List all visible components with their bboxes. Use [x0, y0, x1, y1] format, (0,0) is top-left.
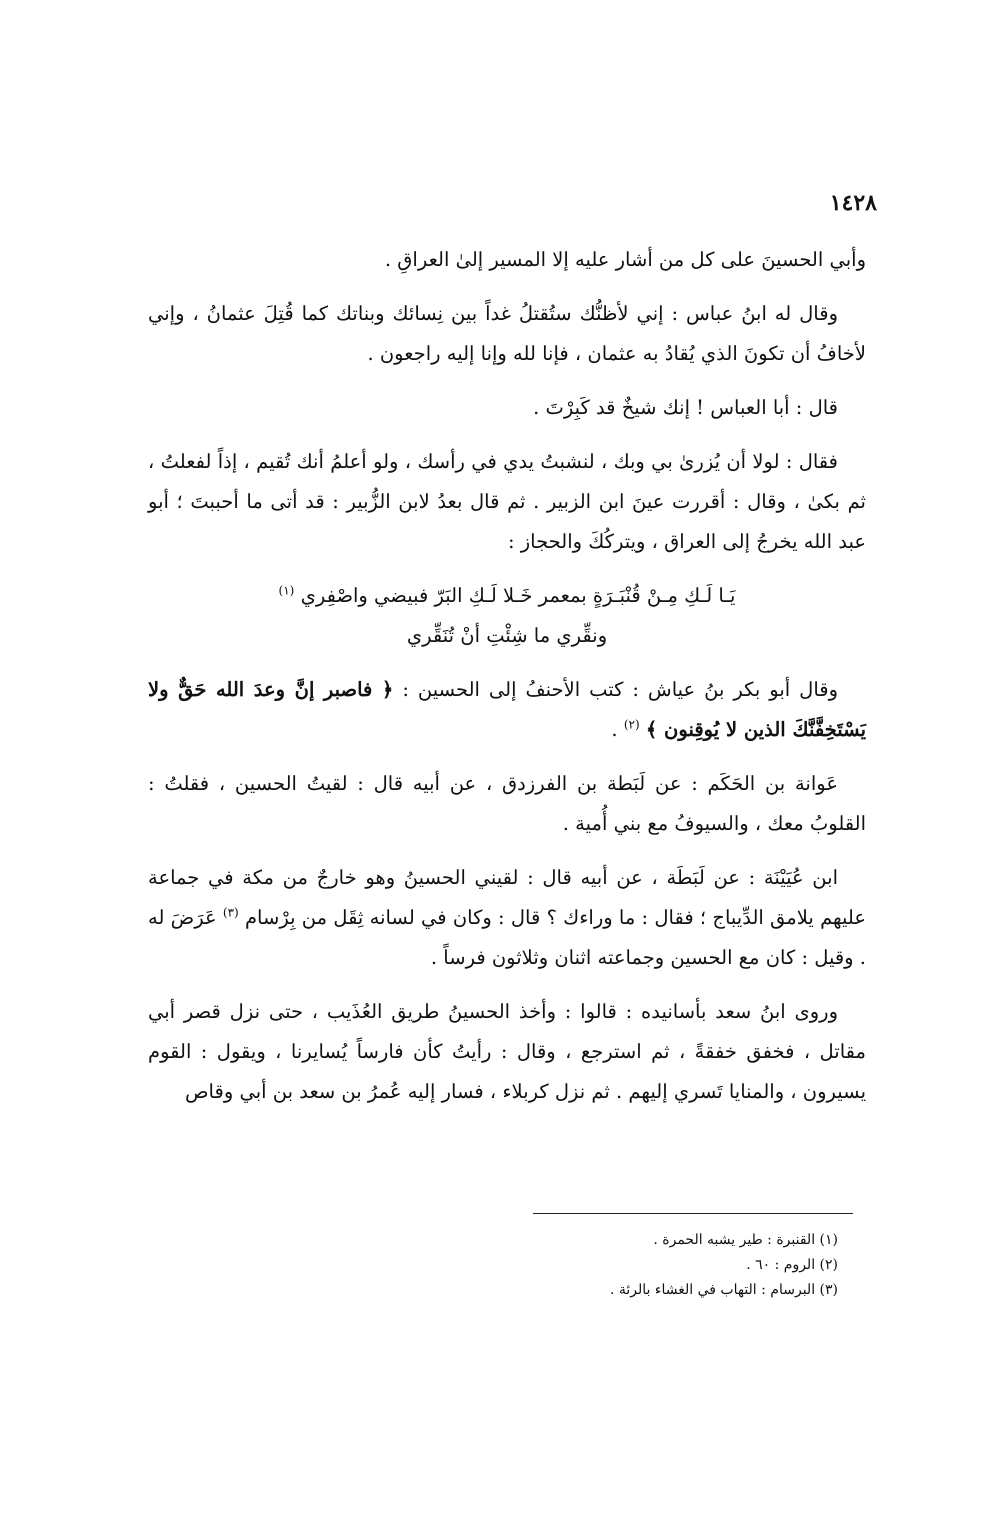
ibn-uyayna-text: ابن عُيَيْنَة : عن لَبَطَة ، عن أبيه قال : لقيني الحسينُ وهو خارجٌ من مكة في جماعة عليهم يلامق الدِّيباج ؛ فقال : ما وراءك ؟ قال : وكان في لسانه ثِقَل من بِرْسام: [148, 866, 867, 929]
footnote-3: (٣) البرسام : التهاب في الغشاء بالرئة .: [610, 1282, 838, 1298]
paragraph: قال : أبا العباس ! إنك شيخٌ قد كَبِرْتَ .: [533, 396, 838, 419]
quran-intro: وقال أبو بكر بنُ عياش : كتب الأحنفُ إلى الحسين :: [393, 678, 838, 701]
footnote-1: (١) القنبرة : طير يشبه الحمرة .: [653, 1232, 838, 1248]
quran-end: .: [611, 718, 624, 741]
paragraph: وروى ابنُ سعد بأسانيده : قالوا : وأخذ الحسينُ طريق العُذَيب ، حتى نزل قصر أبي مقاتل ، فخفق خفقةً ، ثم استرجع ، وقال : رأيتُ كأن فارساً يُسايرنا ، ويقول : القوم يسيرون ، والمنايا تَسري إليهم . ثم نزل كربلاء ، فسار إليه عُمرُ بن سعد بن أبي وقاص: [148, 1000, 866, 1103]
paragraph: عَوانة بن الحَكَم : عن لَبَطة بن الفرزدق ، عن أبيه قال : لقيتُ الحسين ، فقلتُ : القلوبُ معك ، والسيوفُ مع بني أُمية .: [148, 772, 866, 835]
footnote-divider: [533, 1213, 853, 1214]
poem-line-2: ونقِّري ما شِئْتِ أنْ تُنَقِّري: [406, 624, 608, 647]
paragraph: وأبي الحسينَ على كل من أشار عليه إلا المسير إلىٰ العراقِ .: [384, 248, 866, 271]
footnote-marker: (٣): [222, 905, 239, 920]
ibn-uyayna-end: عَرَضَ له . وقيل : كان مع الحسين وجماعته اثنان وثلاثون فرساً .: [148, 906, 866, 969]
paragraph: وقال له ابنُ عباس : إني لأظنُّك ستُقتلُ غداً بين نِسائك وبناتك كما قُتِلَ عثمانُ ، وإني لأخافُ أن تكونَ الذي يُقادُ به عثمان ، فإنا لله وإنا إليه راجعون .: [148, 302, 866, 365]
poem-line-1-text: يَـا لَـكِ مِـنْ قُنْبَـرَةٍ بمعمر خَـلا لَـكِ البَرّ فبيضي واصْفِري: [300, 584, 736, 607]
paragraph: فقال : لولا أن يُزرىٰ بي وبك ، لنشبتُ يدي في رأسك ، ولو أعلمُ أنك تُقيم ، إذاً لفعلتُ ، ثم بكىٰ ، وقال : أقررت عينَ ابن الزبير . ثم قال بعدُ لابن الزُّبير : قد أتى ما أحببتَ ؛ أبو عبد الله يخرجُ إلى العراق ، ويتركُكَ والحجاز :: [148, 450, 866, 553]
footnote-marker: (٢): [623, 717, 640, 732]
footnote-2: (٢) الروم : ٦٠ .: [746, 1257, 838, 1273]
poem-line-1: [148, 576, 866, 616]
footnote-marker: (١): [278, 583, 295, 598]
quran-verse: ﴿ فاصبر إنَّ وعدَ الله حَقٌّ ولا يَسْتَخِفَّنَّكَ الذين لا يُوقِنون ﴾: [148, 678, 866, 741]
paragraph-ibn-uyayna: [148, 858, 866, 978]
page-number: ١٤٢٨: [829, 190, 877, 216]
main-text: [148, 240, 866, 1126]
poem-verse: [148, 576, 866, 656]
footnotes: [148, 1228, 838, 1303]
quran-paragraph: [148, 670, 866, 750]
